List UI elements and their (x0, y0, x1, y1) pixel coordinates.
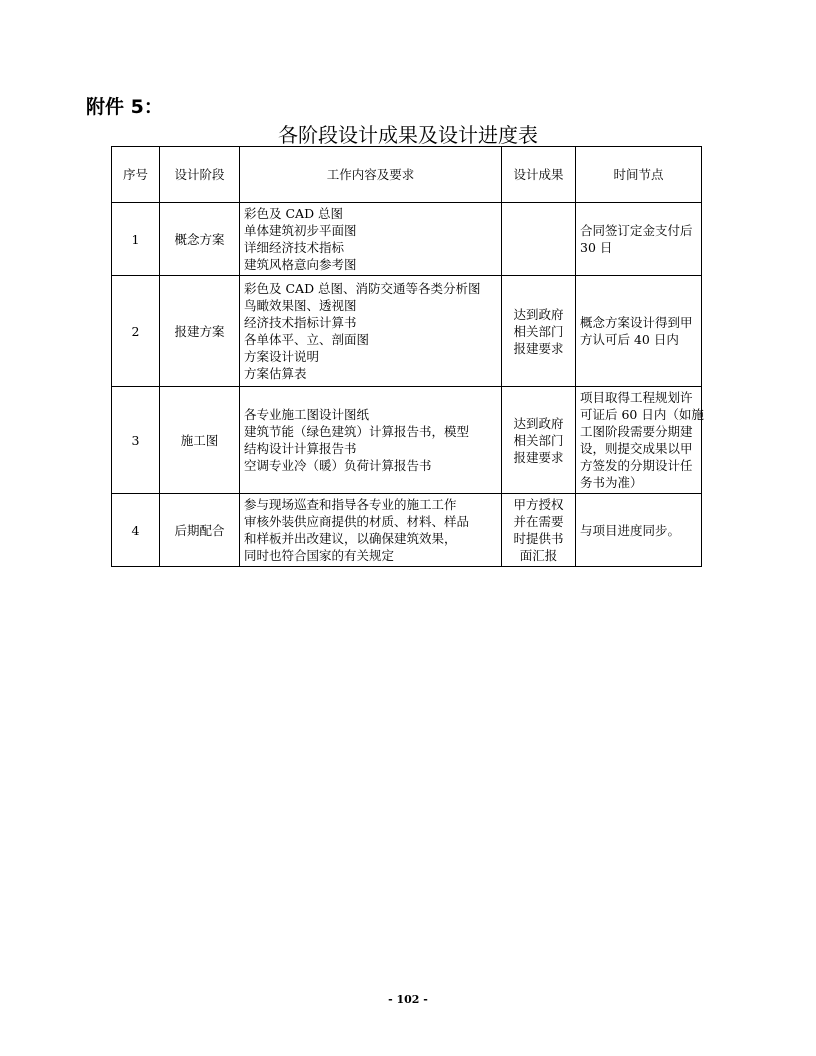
cell-result-line: 时提供书 (513, 531, 564, 546)
cell-work-line: 和样板并出改建议，以确保建筑效果， (244, 531, 457, 546)
cell-work-line: 单体建筑初步平面图 (244, 223, 357, 238)
cell-no: 4 (112, 494, 160, 567)
cell-work-line: 彩色及 CAD 总图、消防交通等各类分析图 (244, 281, 481, 296)
cell-work-line: 各单体平、立、剖面图 (244, 332, 370, 347)
header-work: 工作内容及要求 (240, 147, 502, 203)
cell-work (240, 203, 502, 276)
cell-work-line: 鸟瞰效果图、透视图 (244, 298, 357, 313)
cell-work-line: 建筑风格意向参考图 (244, 257, 357, 272)
cell-time-line: 30 日 (580, 240, 613, 255)
cell-time-line: 工图阶段需要分期建 (580, 424, 693, 439)
header-no: 序号 (112, 147, 160, 203)
cell-stage: 后期配合 (160, 494, 240, 567)
cell-result-line: 报建要求 (513, 340, 564, 356)
cell-work-line: 方案设计说明 (244, 349, 320, 364)
cell-time-line: 可证后 60 日内（如施 (580, 407, 704, 422)
table-row (112, 203, 702, 276)
cell-time (576, 276, 702, 387)
annex-label: 附件 5： (86, 96, 163, 118)
design-progress-table (111, 146, 702, 567)
cell-work (240, 276, 502, 387)
cell-time-line: 方签发的分期设计任 (580, 458, 693, 473)
cell-no: 2 (112, 276, 160, 387)
cell-work-line: 建筑节能（绿色建筑）计算报告书，模型 (244, 424, 470, 439)
cell-result-line: 相关部门 (513, 432, 564, 448)
cell-result-line: 报建要求 (513, 449, 564, 465)
cell-result-line: 并在需要 (513, 514, 564, 529)
page-number: - 102 - (388, 993, 428, 1006)
cell-no: 1 (112, 203, 160, 276)
cell-time-line: 设，则提交成果以甲 (580, 441, 693, 456)
cell-work-line: 结构设计计算报告书 (244, 441, 357, 456)
table-row (112, 276, 702, 387)
table-row (112, 387, 702, 494)
cell-work-line: 各专业施工图设计图纸 (244, 407, 370, 422)
cell-time-line: 合同签订定金支付后 (580, 223, 693, 238)
header-time: 时间节点 (576, 147, 702, 203)
cell-work-line: 详细经济技术指标 (244, 240, 345, 255)
cell-stage: 施工图 (160, 387, 240, 494)
cell-work (240, 494, 502, 567)
table-header-row (112, 147, 702, 203)
cell-stage: 报建方案 (160, 276, 240, 387)
cell-work-line: 参与现场巡查和指导各专业的施工工作 (244, 497, 457, 512)
cell-result-line: 达到政府 (513, 306, 564, 322)
cell-time-line: 与项目进度同步。 (580, 522, 681, 538)
cell-no: 3 (112, 387, 160, 494)
cell-work (240, 387, 502, 494)
header-stage: 设计阶段 (160, 147, 240, 203)
table-row (112, 494, 702, 567)
cell-time (576, 387, 702, 494)
cell-time (576, 494, 702, 567)
header-result: 设计成果 (502, 147, 576, 203)
cell-time-line: 方认可后 40 日内 (580, 332, 679, 347)
cell-result-line: 甲方授权 (513, 497, 564, 512)
cell-stage: 概念方案 (160, 203, 240, 276)
cell-result-line: 面汇报 (519, 548, 558, 563)
cell-result (502, 276, 576, 387)
cell-work-line: 方案估算表 (244, 366, 307, 381)
cell-work-line: 彩色及 CAD 总图 (244, 206, 344, 221)
cell-result (502, 494, 576, 567)
cell-time-line: 概念方案设计得到甲 (580, 315, 693, 330)
cell-result-line: 达到政府 (513, 415, 564, 431)
cell-time-line: 务书为准） (580, 475, 643, 490)
cell-time-line: 项目取得工程规划许 (580, 390, 693, 405)
cell-work-line: 经济技术指标计算书 (244, 315, 357, 330)
cell-result-line: 相关部门 (513, 323, 564, 339)
document-title: 各阶段设计成果及设计进度表 (278, 123, 538, 147)
cell-work-line: 空调专业冷（暖）负荷计算报告书 (244, 458, 432, 473)
cell-result (502, 387, 576, 494)
cell-time (576, 203, 702, 276)
cell-work-line: 同时也符合国家的有关规定 (244, 548, 395, 563)
cell-work-line: 审核外装供应商提供的材质、材料、样品 (244, 514, 470, 529)
cell-result (502, 203, 576, 276)
